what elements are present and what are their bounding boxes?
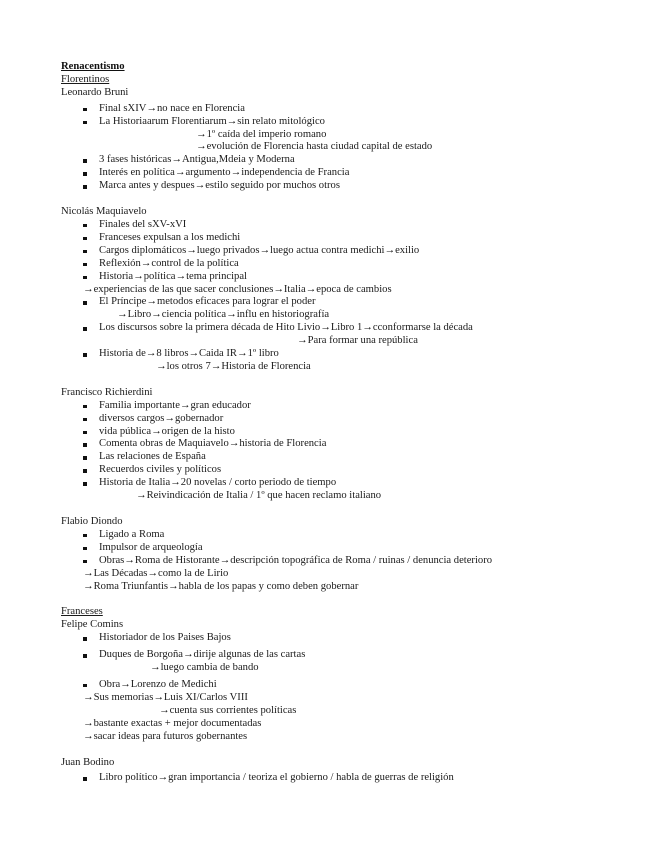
list-item bbox=[61, 116, 621, 155]
list-item-continuation: →experiencias de las que sacer conclusiones→Italia→epoca de cambios bbox=[83, 283, 392, 295]
list-item bbox=[61, 649, 621, 675]
list-item-continuation: →luego cambia de bando bbox=[150, 662, 259, 674]
list-item: Comenta obras de Maquiavelo→historia de Florencia bbox=[61, 438, 621, 451]
document-title: Renacentismo bbox=[61, 61, 125, 72]
list-item bbox=[61, 322, 621, 348]
list-item-text: Historia→política→tema principal bbox=[99, 270, 247, 282]
diondo-line: →Roma Triunfantis→habla de los papas y como deben gobernar bbox=[83, 580, 359, 592]
section-heading-franceses: Franceses bbox=[61, 606, 103, 618]
list-item-continuation: →Para formar una república bbox=[297, 335, 418, 347]
list-item bbox=[61, 679, 621, 692]
list-item-continuation: →Libro→ciencia política→influ en historiografía bbox=[117, 309, 330, 321]
diondo-list bbox=[61, 529, 621, 568]
list-item-continuation: →los otros 7→Historia de Florencia bbox=[156, 360, 311, 372]
list-item: Familia importante→gran educador bbox=[61, 400, 621, 413]
spacer bbox=[61, 193, 621, 206]
list-item: Impulsor de arqueología bbox=[61, 542, 621, 555]
list-item-text: Historia de→8 libros→Caida IR→1º libro bbox=[99, 348, 279, 360]
list-item: vida pública→origen de la histo bbox=[61, 426, 621, 439]
bodino-list bbox=[61, 772, 621, 785]
spacer bbox=[61, 503, 621, 516]
list-item: Recuerdos civiles y políticos bbox=[61, 464, 621, 477]
list-item-continuation: →1º caída del imperio romano bbox=[196, 128, 327, 140]
document-body bbox=[61, 61, 621, 785]
author-heading-bodino: Juan Bodino bbox=[61, 756, 115, 768]
list-item bbox=[61, 348, 621, 374]
list-item: Obras→Roma de Historante→descripción topográfica de Roma / ruinas / denuncia deterioro bbox=[61, 555, 621, 568]
list-item: Las relaciones de España bbox=[61, 451, 621, 464]
list-item-continuation: →evolución de Florencia hasta ciudad capital de estado bbox=[196, 141, 433, 153]
list-item: Marca antes y despues→estilo seguido por muchos otros bbox=[61, 180, 621, 193]
list-item: Interés en política→argumento→independencia de Francia bbox=[61, 167, 621, 180]
comins-line: →sacar ideas para futuros gobernantes bbox=[83, 730, 248, 742]
comins-line: →Sus memorias→Luis XI/Carlos VIII bbox=[83, 691, 248, 703]
author-heading-bruni: Leonardo Bruni bbox=[61, 86, 129, 98]
author-heading-maquiavelo: Nicolás Maquiavelo bbox=[61, 206, 147, 218]
list-item bbox=[61, 296, 621, 322]
list-item: Reflexión→control de la política bbox=[61, 258, 621, 271]
spacer bbox=[61, 593, 621, 606]
comins-list bbox=[61, 632, 621, 692]
list-item: Libro político→gran importancia / teoriza el gobierno / habla de guerras de religión bbox=[61, 772, 621, 785]
maquiavelo-list bbox=[61, 219, 621, 374]
list-item bbox=[61, 271, 621, 297]
list-item-text: Los discursos sobre la primera década de Hito Livio→Libro 1→cconformarse la década bbox=[99, 322, 473, 334]
list-item-text: Duques de Borgoña→dirije algunas de las cartas bbox=[99, 649, 306, 661]
list-item: 3 fases históricas→Antigua,Mdeia y Moderna bbox=[61, 154, 621, 167]
list-item bbox=[61, 477, 621, 503]
list-item: Finales del sXV-xVI bbox=[61, 219, 621, 232]
list-item-text: Historia de Italia→20 novelas / corto periodo de tiempo bbox=[99, 477, 337, 489]
comins-line: →bastante exactas + mejor documentadas bbox=[83, 717, 262, 729]
list-item-text: Obra→Lorenzo de Medichi bbox=[99, 678, 217, 690]
diondo-line: →Las Décadas→como la de Lirio bbox=[83, 567, 229, 579]
list-item: Cargos diplomáticos→luego privados→luego actua contra medichi→exilio bbox=[61, 245, 621, 258]
section-heading-florentinos: Florentinos bbox=[61, 73, 110, 85]
spacer bbox=[61, 744, 621, 757]
bruni-list bbox=[61, 103, 621, 193]
list-item: Ligado a Roma bbox=[61, 529, 621, 542]
list-item: Final sXIV→no nace en Florencia bbox=[61, 103, 621, 116]
list-item: diversos cargos→gobernador bbox=[61, 413, 621, 426]
list-item-text: El Príncipe→metodos eficaces para lograr el poder bbox=[99, 296, 316, 308]
author-heading-diondo: Flabio Diondo bbox=[61, 516, 123, 527]
richierdini-list bbox=[61, 400, 621, 503]
list-item-continuation: →Reivindicación de Italia / 1º que hacen reclamo italiano bbox=[136, 490, 382, 502]
list-item: Franceses expulsan a los medichi bbox=[61, 232, 621, 245]
author-heading-comins: Felipe Comins bbox=[61, 619, 124, 631]
list-item: Historiador de los Paises Bajos bbox=[61, 632, 621, 645]
author-heading-richierdini: Francisco Richierdini bbox=[61, 386, 153, 398]
list-item-text: La Historiaarum Florentiarum→sin relato mitológico bbox=[99, 115, 325, 127]
comins-line: →cuenta sus corrientes políticas bbox=[159, 704, 297, 716]
spacer bbox=[61, 374, 621, 387]
